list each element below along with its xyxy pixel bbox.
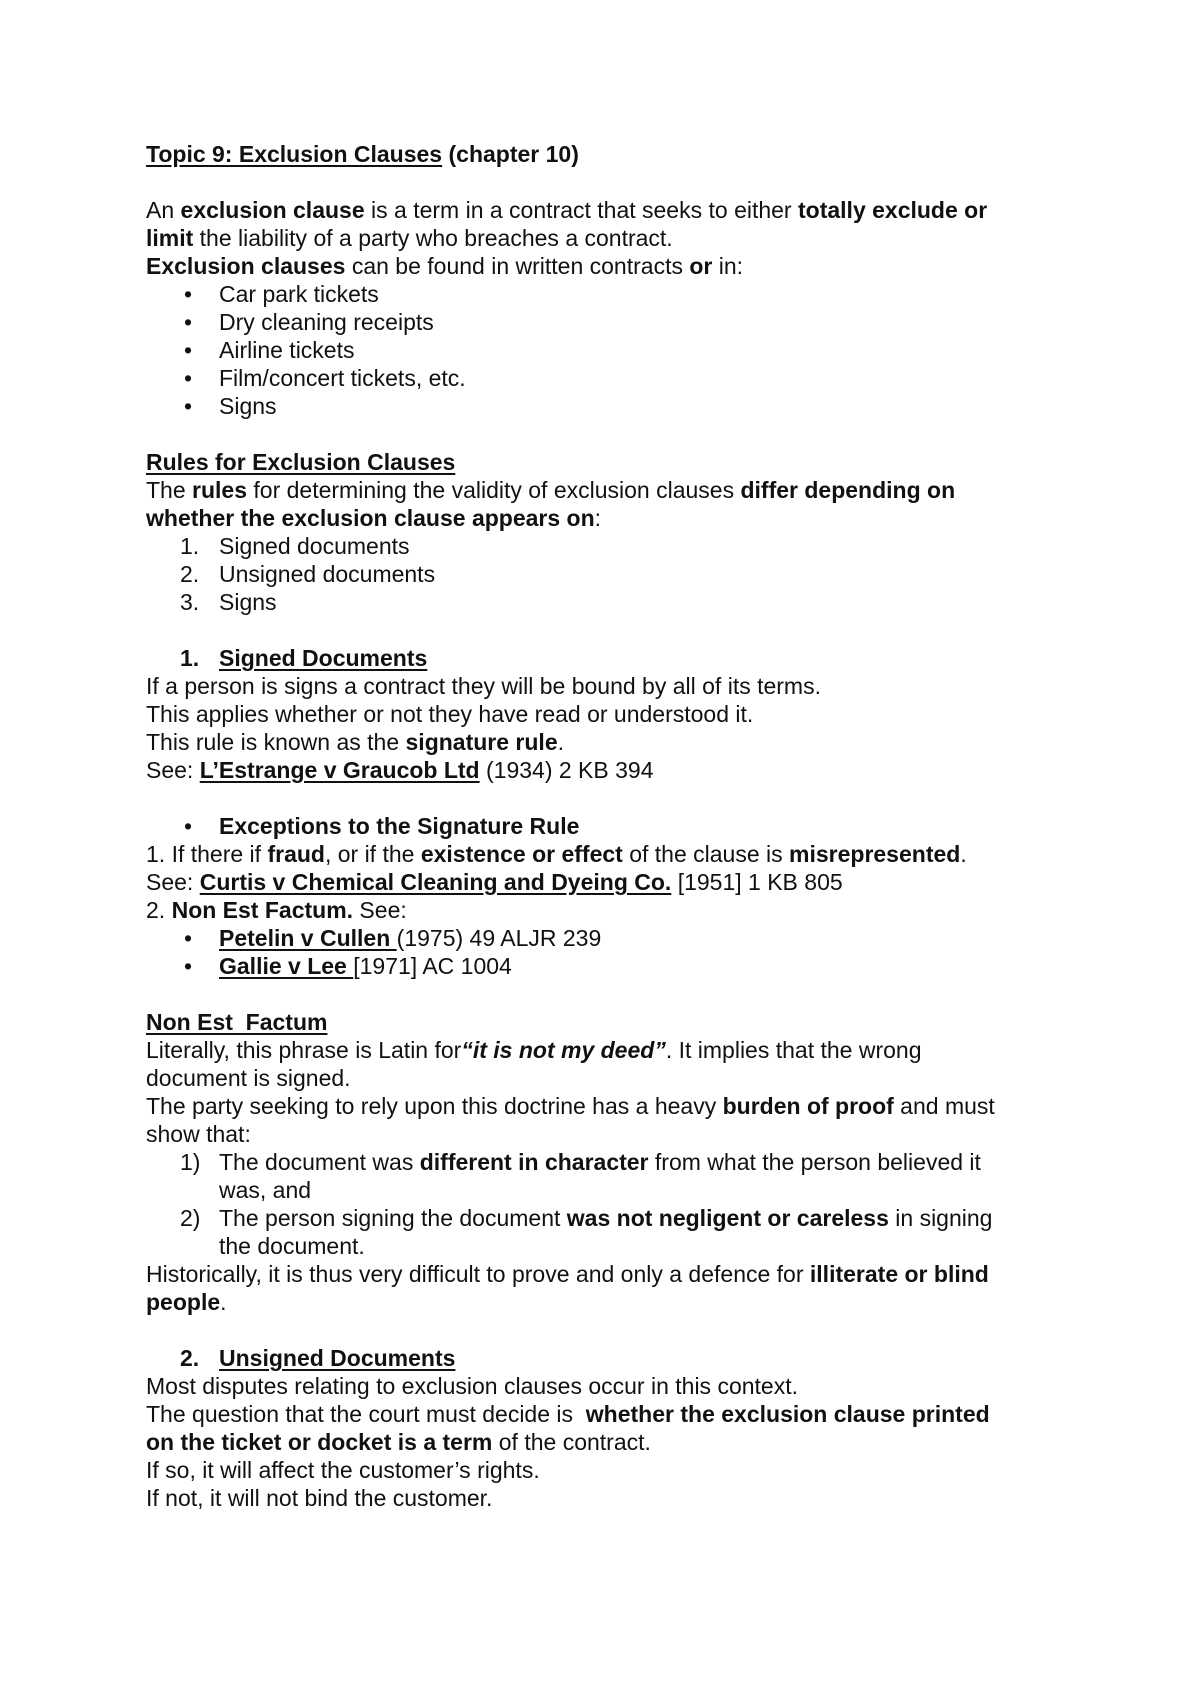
list-item: • Petelin v Cullen (1975) 49 ALJR 239	[184, 925, 602, 951]
rules-line-2: whether the exclusion clause appears on:	[146, 505, 602, 531]
list-item: • Airline tickets	[184, 337, 355, 363]
page-title: Topic 9: Exclusion Clauses (chapter 10)	[146, 141, 579, 167]
factum-line-4: show that:	[146, 1121, 251, 1147]
intro-line-1: An exclusion clause is a term in a contract that seeks to either totally exclude or	[146, 197, 988, 223]
list-item: 2. Unsigned documents	[180, 561, 436, 587]
exceptions-heading: • Exceptions to the Signature Rule	[184, 813, 580, 839]
intro-line-2: limit the liability of a party who breaches a contract.	[146, 225, 673, 251]
factum-line-2: document is signed.	[146, 1065, 351, 1091]
list-item: 1. Signed documents	[180, 533, 410, 559]
case-name: Gallie v Lee	[219, 953, 354, 979]
signed-line-1: If a person is signs a contract they will be bound by all of its terms.	[146, 673, 821, 699]
rules-line-1: The rules for determining the validity of exclusion clauses differ depending on	[146, 477, 956, 503]
list-item: 1) The document was different in character from what the person believed it was, and	[180, 1149, 981, 1203]
intro-line-3: Exclusion clauses can be found in written contracts or in:	[146, 253, 744, 279]
factum-line-1: Literally, this phrase is Latin for“it is not my deed”. It implies that the wrong	[146, 1037, 922, 1063]
list-item: 3. Signs	[180, 589, 277, 615]
section-heading-signed: 1. Signed Documents	[180, 645, 428, 671]
case-name: Petelin v Cullen	[219, 925, 397, 951]
list-item: • Car park tickets	[184, 281, 379, 307]
exception-2: 2. Non Est Factum. See:	[146, 897, 407, 923]
exception-1-see: See: Curtis v Chemical Cleaning and Dyeing Co. [1951] 1 KB 805	[146, 869, 843, 895]
unsigned-line-4: If so, it will affect the customer’s rights.	[146, 1457, 540, 1483]
unsigned-line-5: If not, it will not bind the customer.	[146, 1485, 493, 1511]
factum-hist-1: Historically, it is thus very difficult to prove and only a defence for illiterate or blind	[146, 1261, 989, 1287]
signed-see: See: L’Estrange v Graucob Ltd (1934) 2 KB 394	[146, 757, 654, 783]
unsigned-line-2: The question that the court must decide is whether the exclusion clause printed	[146, 1401, 990, 1427]
factum-heading: Non Est Factum	[146, 1009, 328, 1035]
list-item: • Gallie v Lee [1971] AC 1004	[184, 953, 512, 979]
signed-line-2: This applies whether or not they have read or understood it.	[146, 701, 754, 727]
factum-line-3: The party seeking to rely upon this doctrine has a heavy burden of proof and must	[146, 1093, 995, 1119]
unsigned-line-1: Most disputes relating to exclusion clauses occur in this context.	[146, 1373, 798, 1399]
list-item: 2) The person signing the document was not negligent or careless in signing the document.	[180, 1205, 993, 1259]
list-item: • Signs	[184, 393, 277, 419]
factum-hist-2: people.	[146, 1289, 227, 1315]
unsigned-line-3: on the ticket or docket is a term of the contract.	[146, 1429, 651, 1455]
section-heading-unsigned: 2. Unsigned Documents	[180, 1345, 456, 1371]
document-page	[146, 140, 1066, 1512]
case-name: L’Estrange v Graucob Ltd	[199, 757, 480, 783]
case-name: Curtis v Chemical Cleaning and Dyeing Co.	[199, 869, 672, 895]
list-item: • Film/concert tickets, etc.	[184, 365, 466, 391]
signed-line-3: This rule is known as the signature rule.	[146, 729, 565, 755]
list-item: • Dry cleaning receipts	[184, 309, 434, 335]
exception-1: 1. If there if fraud, or if the existence or effect of the clause is misrepresented.	[146, 841, 967, 867]
rules-heading: Rules for Exclusion Clauses	[146, 449, 456, 475]
